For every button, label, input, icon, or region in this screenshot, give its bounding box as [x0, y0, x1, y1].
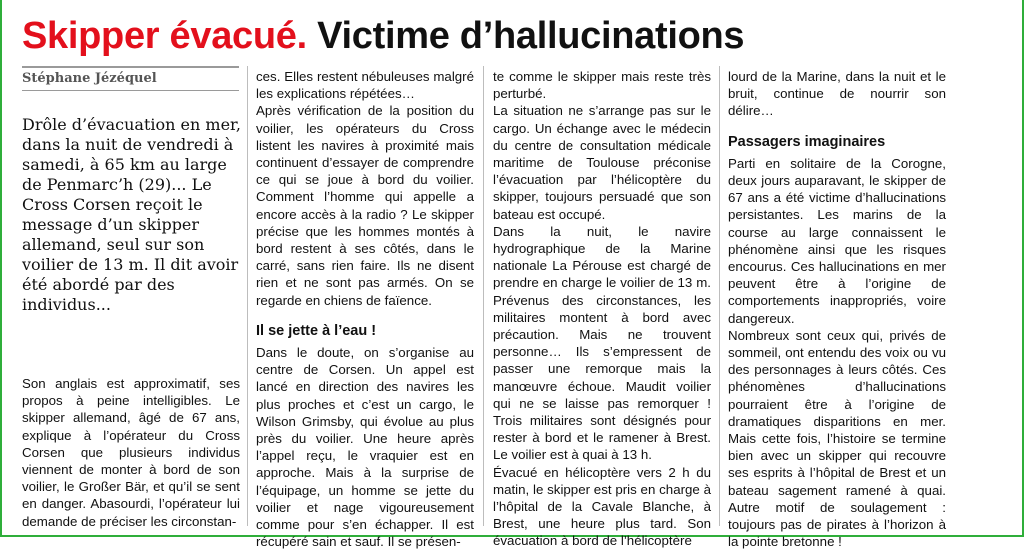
column-divider	[247, 66, 248, 526]
byline: Stéphane Jézéquel	[22, 66, 239, 91]
paragraph: Dans le doute, on s’organise au centre de Corsen. Un appel est lancé en direction des navires les plus proches et c’est un cargo, le Wilson Grimsby, qui évolue au plus près du voilier. Une heure après l’appel reçu, le vraquier est en approche. Mais à la surprise de l’équipage, un homme se jette du voilier et nage vigoureusement comme pour s’en échapper. Il est récupéré sain et sauf. Il se présen-	[256, 345, 474, 550]
column-2	[256, 68, 474, 550]
headline-red: Skipper évacué.	[22, 15, 307, 57]
column-4	[728, 68, 946, 550]
paragraph: La situation ne s’arrange pas sur le cargo. Un échange avec le médecin du centre de consultation médicale maritime de Toulouse préconise l’évacuation par l’hélicoptère du skipper, toujours persuadé que son bateau est occupé.	[493, 103, 711, 222]
paragraph: Dans la nuit, le navire hydrographique de la Marine nationale La Pérouse est chargé de prendre en charge le voilier de 13 m. Prévenus des circonstances, les militaires montent à bord avec précaution. Mais ne trouvent personne… Ils s’empressent de passer une remorque mais la manœuvre échoue. Maudit voilier qui ne se laisse pas remorquer ! Trois militaires sont désignés pour rester à bord et le ramener à Brest. Le voilier est à quai à 13 h.	[493, 223, 711, 463]
headline-black: Victime d’hallucinations	[317, 15, 745, 57]
column-divider	[483, 66, 484, 526]
headline	[22, 14, 1012, 58]
paragraph: Parti en solitaire de la Corogne, deux jours auparavant, le skipper de 67 ans a été victime d’hallucinations persistantes. Les marins de la course au large connaissent le phénomène ainsi que les risques encourus. Ces hallucinations en mer peuvent être à l’origine de comportements inappropriés, voire dangereux.	[728, 155, 946, 326]
column-1	[22, 375, 240, 530]
column-divider	[719, 66, 720, 526]
paragraph: Nombreux sont ceux qui, privés de sommeil, ont entendu des voix ou vu des personnages à leurs côtés. Ces phénomènes d’hallucinations pourraient être à l’origine de dramatiques disparitions en mer. Mais cette fois, l’histoire se termine bien avec un skipper qui recouvre ses esprits à l’hôpital de Brest et un bateau sagement ramené à quai. Autre motif de soulagement : toujours pas de pirates à l’horizon à la pointe bretonne !	[728, 327, 946, 550]
subheading: Il se jette à l’eau !	[256, 322, 377, 339]
lead-paragraph	[22, 115, 242, 315]
paragraph: Évacué en hélicoptère vers 2 h du matin, le skipper est pris en charge à l’hôpital de la Cavale Blanche, à Brest, une heure plus tard. Son évacuation à bord de l’hélicoptère	[493, 464, 711, 549]
paragraph: ces. Elles restent nébuleuses malgré les explications répétées…	[256, 69, 474, 102]
paragraph: Son anglais est approximatif, ses propos à peine intelligibles. Le skipper allemand, âgé de 67 ans, explique à l’opérateur du Cross Corsen que plusieurs individus viennent de monter à bord de son voilier, le Großer Bär, et qu’il se sent en danger. Abasourdi, l’opérateur lui demande de préciser les circonstan-	[22, 376, 240, 529]
paragraph: lourd de la Marine, dans la nuit et le bruit, continue de nourrir son délire…	[728, 69, 946, 119]
subheading: Passagers imaginaires	[728, 133, 886, 150]
paragraph: te comme le skipper mais reste très perturbé.	[493, 69, 711, 102]
lead-text: Drôle d’évacuation en mer, dans la nuit de vendredi à samedi, à 65 km au large de Penmarc’h (29)... Le Cross Corsen reçoit le message d’un skipper allemand, seul sur son voilier de 13 m. Il dit avoir été abordé par des individus...	[22, 115, 242, 314]
column-3	[493, 68, 711, 550]
paragraph: Après vérification de la position du voilier, les opérateurs du Cross listent les navires à proximité mais continuent d’essayer de comprendre ce qui se joue à bord du voilier. Comment l’homme qui appelle a encore accès à la radio ? Le skipper précise que les hommes montés à bord restent à ses côtés, dans le carré, sans rien faire. Ils ne disent rien et ne sont pas armés. On se regarde en chiens de faïence.	[256, 103, 474, 308]
